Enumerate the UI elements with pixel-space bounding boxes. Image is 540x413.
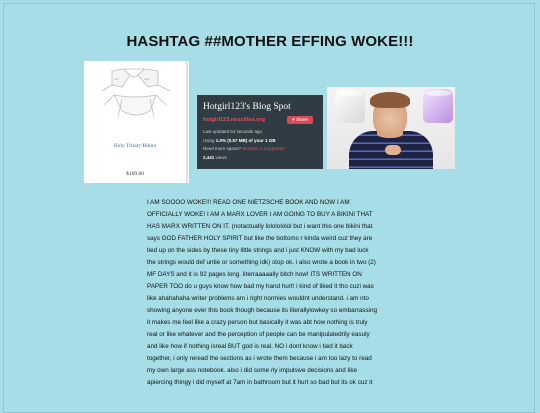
svg-text:HOLY: HOLY <box>144 79 150 81</box>
product-price-row <box>84 169 189 183</box>
bikini-product-card[interactable] <box>84 61 189 169</box>
page-title: HASHTAG ##MOTHER EFFING WOKE!!! <box>126 33 414 50</box>
svg-text:GOD: GOD <box>114 79 119 81</box>
bikini-image <box>94 65 178 125</box>
supporter-link[interactable]: Become a Supporter! <box>242 146 285 151</box>
views-line <box>203 155 227 160</box>
blog-post-text <box>147 197 423 389</box>
text-line: showing anyone ever this book though because its literallylowkey so embarrassing <box>147 307 377 314</box>
text-line: MF DAYS and it is 92 pages long. literraaaaally bitch how! ITS WRITTEN ON <box>147 271 362 278</box>
text-line: apiercing thingy i did myself at 7am in bathroom but it hurt so bad but its ok cuz it <box>147 379 373 386</box>
blog-widget[interactable] <box>197 95 323 169</box>
text-line: it makes me feel like a crazy person but basically it was abt how nothing is truly <box>147 319 368 326</box>
blog-url-link[interactable]: hotgirl123.neocities.org <box>203 117 266 123</box>
product-name[interactable]: Holy Trinity Bikini <box>113 143 157 149</box>
text-line: HAS MARX WRITTEN ON IT. (notactually lololololol but i want this one bikini that <box>147 223 373 230</box>
purple-pillow <box>423 89 453 123</box>
text-line: my own large ass notebook. also i did some rly impulsive decisions and like <box>147 367 357 374</box>
card-separator <box>186 61 188 169</box>
text-line: and like how if nothing isreal BUT god is real. NO i dont know i tied it back <box>147 343 353 350</box>
storage-usage <box>203 138 276 143</box>
hand <box>385 145 401 155</box>
text-line: tied up on the sides by these tiny little strings and i just KNOW with my bad luck <box>147 247 369 254</box>
text-line: together, i only reread the sections as i wrote them because i am too lazy to read <box>147 355 372 362</box>
text-line: the strings would def untie or something idk) stop ok. i also wrote a book in two (2) <box>147 259 376 266</box>
white-pillow <box>335 89 365 123</box>
views-label: views <box>215 155 227 160</box>
blog-title: Hotgirl123's Blog Spot <box>203 102 291 112</box>
product-price: $100.00 <box>126 171 144 177</box>
share-label: Share <box>295 117 308 122</box>
text-line: I AM SOOOO WOKE!!! READ ONE NIETZSCHE BOOK AND NOW I AM <box>147 199 350 206</box>
text-line: PAPER TOO do u guys know how bad my hand hurt! i kind of liked it tho cuzi was <box>147 283 374 290</box>
text-line: OFFICIALLY WOKE! I AM A MARX LOVER I AM GOING TO BUY A BIKINI THAT <box>147 211 373 218</box>
space-prefix: Need more space? <box>203 146 242 151</box>
card-separator <box>186 169 188 183</box>
more-space-line <box>203 146 285 151</box>
last-updated: Last updated 54 seconds ago <box>203 129 263 134</box>
heart-icon: ♥ <box>292 117 295 122</box>
usage-prefix: Using <box>203 138 215 143</box>
text-line: real or like whatever and the perception of people can be manipulatedrily easuly <box>147 331 370 338</box>
selfie-photo <box>327 87 455 169</box>
usage-value: 1.0% (0.57 MB) of your 1 GB <box>215 138 276 143</box>
hair <box>370 92 410 108</box>
share-button[interactable] <box>287 116 313 124</box>
text-line: says GOD FATHER HOLY SPIRIT but like the bottoms r kinda weird cuz they are <box>147 235 373 242</box>
views-count: 2,441 <box>203 155 215 160</box>
text-line: like ahahahaha writer problems am i right normies wouldnt understand. i am nto <box>147 295 369 302</box>
